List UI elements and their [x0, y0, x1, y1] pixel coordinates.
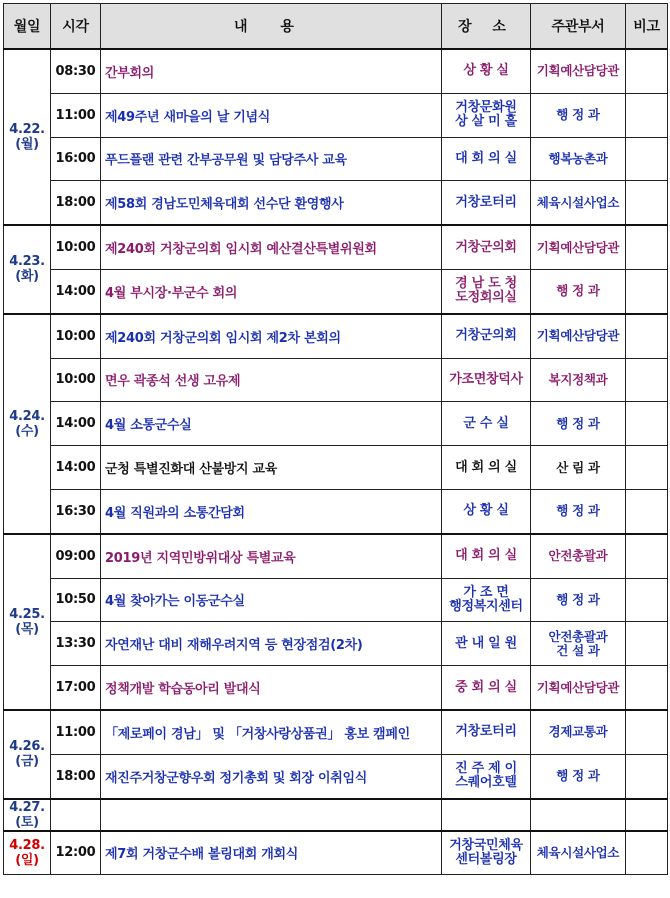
note-cell: [626, 831, 668, 875]
dept-cell: 기획예산담당관: [531, 314, 626, 358]
header-dept: 주관부서: [531, 4, 626, 50]
content-cell: 4월 부시장·부군수 회의: [101, 269, 442, 313]
time-cell: 17:00: [51, 666, 101, 710]
place-cell: 경 남 도 청 도정회의실: [442, 269, 531, 313]
dept-cell: 행 정 과: [531, 402, 626, 446]
dept-cell: 행 정 과: [531, 578, 626, 622]
content-cell: 군청 특별진화대 산불방지 교육: [101, 446, 442, 490]
schedule-row: [4, 446, 668, 490]
time-cell: 16:00: [51, 137, 101, 181]
schedule-row: [4, 402, 668, 446]
time-cell: 10:00: [51, 225, 101, 269]
day-cell: 4.25. (목): [4, 534, 51, 710]
time-cell: 11:00: [51, 710, 101, 754]
content-cell: 재진주거창군향우회 정기총회 및 회장 이취임식: [101, 754, 442, 798]
schedule-row: [4, 49, 668, 93]
content-cell: 제240회 거창군의회 임시회 예산결산특별위원회: [101, 225, 442, 269]
header-place: 장 소: [442, 4, 531, 50]
time-cell: 14:00: [51, 269, 101, 313]
content-cell: 제58회 경남도민체육대회 선수단 환영행사: [101, 181, 442, 225]
content-cell: 「제로페이 경남」 및 「거창사랑상품권」 홍보 캠페인: [101, 710, 442, 754]
note-cell: [626, 402, 668, 446]
note-cell: [626, 358, 668, 402]
content-cell: 자연재난 대비 재해우려지역 등 현장점검(2차): [101, 622, 442, 666]
day-cell: 4.22. (월): [4, 49, 51, 225]
schedule-row: [4, 225, 668, 269]
schedule-row: [4, 754, 668, 798]
note-cell: [626, 225, 668, 269]
place-cell: 거창군의회: [442, 225, 531, 269]
note-cell: [626, 666, 668, 710]
time-cell: 10:00: [51, 358, 101, 402]
header-row: [4, 4, 668, 50]
note-cell: [626, 269, 668, 313]
time-cell: 16:30: [51, 489, 101, 533]
schedule-row: [4, 137, 668, 181]
header-time: 시각: [51, 4, 101, 50]
note-cell: [626, 578, 668, 622]
content-cell: 면우 곽종석 선생 고유제: [101, 358, 442, 402]
header-date: 월일: [4, 4, 51, 50]
time-cell: 14:00: [51, 446, 101, 490]
dept-cell: [531, 799, 626, 831]
dept-cell: 기획예산담당관: [531, 49, 626, 93]
day-cell: 4.24. (수): [4, 314, 51, 534]
dept-cell: 안전총괄과: [531, 534, 626, 578]
time-cell: 10:00: [51, 314, 101, 358]
dept-cell: 안전총괄과 건 설 과: [531, 622, 626, 666]
dept-cell: 행 정 과: [531, 269, 626, 313]
schedule-row: [4, 269, 668, 313]
place-cell: 상 황 실: [442, 489, 531, 533]
place-cell: 대 회 의 실: [442, 137, 531, 181]
content-cell: 4월 소통군수실: [101, 402, 442, 446]
note-cell: [626, 181, 668, 225]
schedule-row: [4, 93, 668, 137]
day-cell: 4.23. (화): [4, 225, 51, 314]
dept-cell: 기획예산담당관: [531, 666, 626, 710]
time-cell: 08:30: [51, 49, 101, 93]
schedule-row: [4, 799, 668, 831]
time-cell: 18:00: [51, 181, 101, 225]
dept-cell: 행복농촌과: [531, 137, 626, 181]
place-cell: 관 내 일 원: [442, 622, 531, 666]
place-cell: 가조면창덕사: [442, 358, 531, 402]
note-cell: [626, 489, 668, 533]
dept-cell: 경제교통과: [531, 710, 626, 754]
note-cell: [626, 622, 668, 666]
note-cell: [626, 49, 668, 93]
content-cell: [101, 799, 442, 831]
schedule-row: [4, 710, 668, 754]
content-cell: 푸드플랜 관련 간부공무원 및 담당주사 교육: [101, 137, 442, 181]
schedule-row: [4, 358, 668, 402]
place-cell: 거창로터리: [442, 710, 531, 754]
place-cell: 거창군의회: [442, 314, 531, 358]
content-cell: 제7회 거창군수배 볼링대회 개회식: [101, 831, 442, 875]
schedule-row: [4, 314, 668, 358]
time-cell: 12:00: [51, 831, 101, 875]
schedule-row: [4, 666, 668, 710]
note-cell: [626, 710, 668, 754]
note-cell: [626, 534, 668, 578]
dept-cell: 기획예산담당관: [531, 225, 626, 269]
content-cell: 정책개발 학습동아리 발대식: [101, 666, 442, 710]
dept-cell: 체육시설사업소: [531, 831, 626, 875]
place-cell: 거창국민체육 센터볼링장: [442, 831, 531, 875]
place-cell: 가 조 면 행정복지센터: [442, 578, 531, 622]
time-cell: 13:30: [51, 622, 101, 666]
time-cell: [51, 799, 101, 831]
time-cell: 09:00: [51, 534, 101, 578]
dept-cell: 행 정 과: [531, 489, 626, 533]
schedule-row: [4, 489, 668, 533]
note-cell: [626, 137, 668, 181]
header-content: 내 용: [101, 4, 442, 50]
note-cell: [626, 799, 668, 831]
schedule-row: [4, 578, 668, 622]
content-cell: 제240회 거창군의회 임시회 제2차 본회의: [101, 314, 442, 358]
schedule-row: [4, 534, 668, 578]
place-cell: 거창문화원 상 살 미 홀: [442, 93, 531, 137]
place-cell: 군 수 실: [442, 402, 531, 446]
note-cell: [626, 314, 668, 358]
day-cell: 4.28. (일): [4, 831, 51, 875]
place-cell: 중 회 의 실: [442, 666, 531, 710]
dept-cell: 행 정 과: [531, 754, 626, 798]
schedule-row: [4, 622, 668, 666]
schedule-table: [3, 3, 668, 875]
schedule-body: [4, 49, 668, 875]
dept-cell: 행 정 과: [531, 93, 626, 137]
time-cell: 14:00: [51, 402, 101, 446]
place-cell: 대 회 의 실: [442, 534, 531, 578]
place-cell: 거창로터리: [442, 181, 531, 225]
note-cell: [626, 446, 668, 490]
place-cell: 진 주 제 이 스퀘어호텔: [442, 754, 531, 798]
dept-cell: 산 림 과: [531, 446, 626, 490]
note-cell: [626, 93, 668, 137]
day-cell: 4.26. (금): [4, 710, 51, 799]
place-cell: [442, 799, 531, 831]
time-cell: 18:00: [51, 754, 101, 798]
dept-cell: 체육시설사업소: [531, 181, 626, 225]
time-cell: 11:00: [51, 93, 101, 137]
content-cell: 간부회의: [101, 49, 442, 93]
content-cell: 4월 직원과의 소통간담회: [101, 489, 442, 533]
dept-cell: 복지정책과: [531, 358, 626, 402]
day-cell: 4.27. (토): [4, 799, 51, 831]
content-cell: 4월 찾아가는 이동군수실: [101, 578, 442, 622]
header-note: 비고: [626, 4, 668, 50]
content-cell: 2019년 지역민방위대상 특별교육: [101, 534, 442, 578]
time-cell: 10:50: [51, 578, 101, 622]
schedule-row: [4, 181, 668, 225]
place-cell: 대 회 의 실: [442, 446, 531, 490]
content-cell: 제49주년 새마을의 날 기념식: [101, 93, 442, 137]
schedule-row: [4, 831, 668, 875]
note-cell: [626, 754, 668, 798]
place-cell: 상 황 실: [442, 49, 531, 93]
